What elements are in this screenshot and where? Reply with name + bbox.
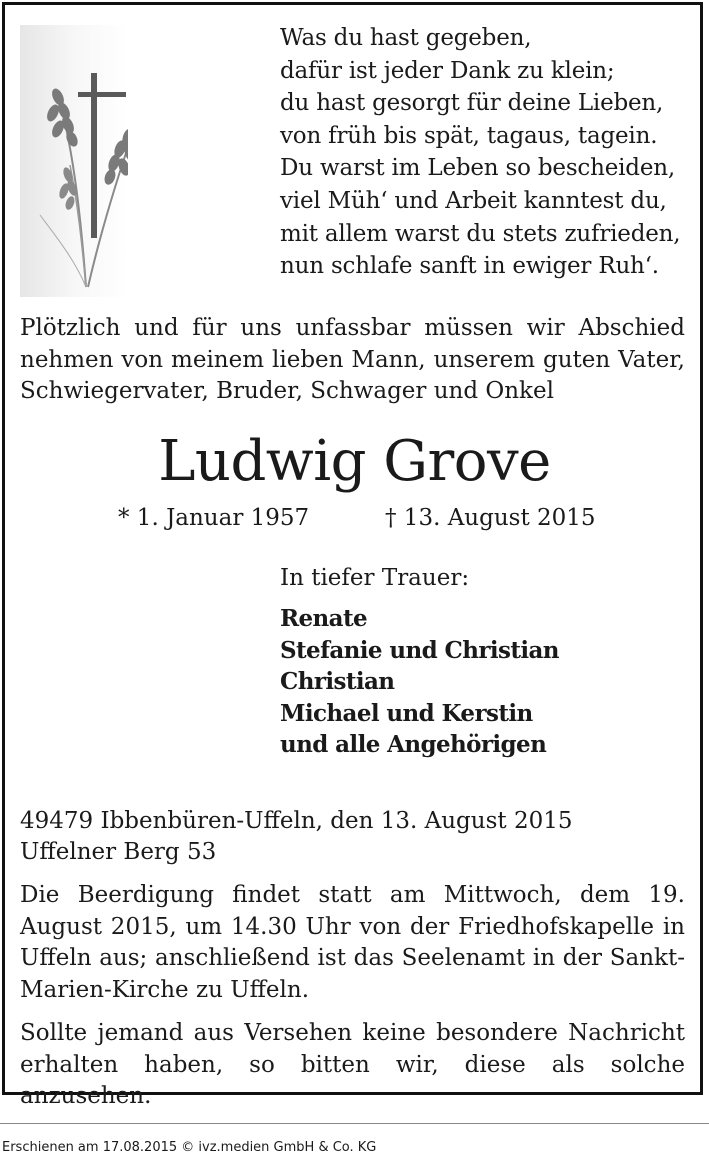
poem-line: viel Müh‘ und Arbeit kanntest du, [280, 187, 667, 214]
birth-date: * 1. Januar 1957 [118, 505, 310, 531]
poem-line: mit allem warst du stets zufrieden, [280, 220, 681, 247]
footer-divider [0, 1123, 709, 1124]
poem-line: Was du hast gegeben, [280, 25, 532, 51]
intro-text: Plötzlich und für uns unfassbar müssen wir Abschied nehmen von meinem lieben Mann, unserem guten Vater, Schwiegervater, Bruder, Schwager und Onkel [20, 315, 685, 404]
poem-line: nun schlafe sanft in ewiger Ruh‘. [280, 253, 659, 280]
address-line: 49479 Ibbenbüren-Uffeln, den 13. August 2015 [20, 808, 573, 834]
funeral-text: Die Beerdigung findet statt am Mittwoch, dem 19. August 2015, um 14.30 Uhr von der Friedhofskapelle in Uffeln aus; anschließend ist das Seelenamt in der Sankt-Marien-Kirche zu Uffeln. [20, 882, 685, 1003]
mourner-name: Christian [280, 668, 395, 695]
notice-text: Sollte jemand aus Versehen keine besondere Nachricht erhalten haben, so bitten wir, diese als solche anzusehen. [20, 1020, 685, 1109]
mourner-name: Michael und Kerstin [280, 699, 533, 727]
mourner-name: und alle Angehörigen [280, 731, 547, 758]
cross-wheat-icon [20, 25, 128, 297]
poem-line: dafür ist jeder Dank zu klein; [280, 57, 615, 84]
address-line: Uffelner Berg 53 [20, 839, 217, 865]
death-date: † 13. August 2015 [385, 505, 596, 531]
address [20, 806, 572, 868]
poem-line: von früh bis spät, tagaus, tagein. [280, 122, 658, 149]
mourner-name: Renate [280, 605, 368, 632]
mourning-label: In tiefer Trauer: [280, 565, 470, 591]
poem-line: du hast gesorgt für deine Lieben, [280, 90, 664, 117]
mourners-list [280, 603, 559, 761]
mourner-name: Stefanie und Christian [280, 636, 559, 664]
poem-line: Du warst im Leben so bescheiden, [280, 155, 675, 182]
publication-footer: Erschienen am 17.08.2015 © ivz.medien GmbH & Co. KG [2, 1140, 377, 1155]
poem [280, 22, 680, 283]
deceased-name: Ludwig Grove [158, 429, 551, 494]
